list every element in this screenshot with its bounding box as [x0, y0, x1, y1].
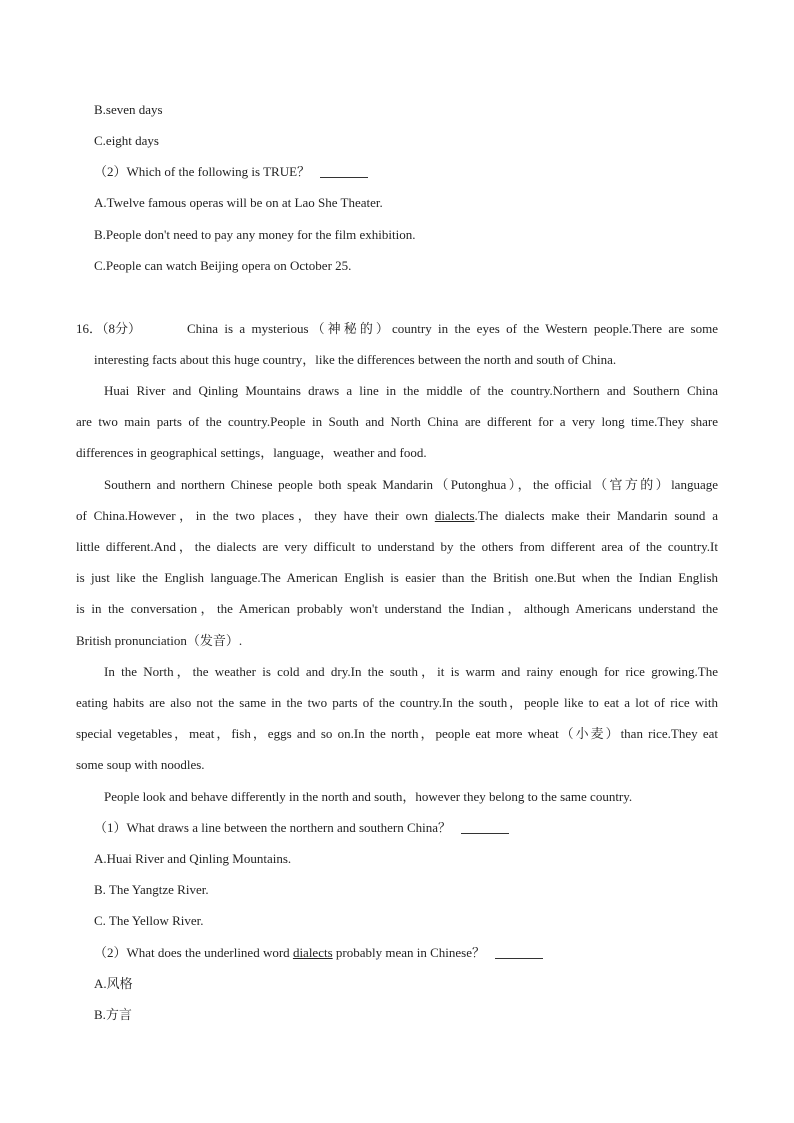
option-c: C.eight days — [94, 133, 159, 148]
passage-line: China is a mysterious（神秘的）country in the eyes of the Western people.There are some — [187, 321, 718, 336]
sub-question-2-text: probably mean in Chinese？ — [332, 945, 486, 960]
option-c: C.People can watch Beijing opera on October 25. — [94, 258, 352, 273]
passage-line: special vegetables，meat，fish，eggs and so on.In the north，people eat more wheat（小麦）than rice.They eat — [76, 726, 718, 741]
passage-line: is in the conversation，the American probably won't understand the Indian，although Americans understand the — [76, 601, 718, 616]
sub-question-2 — [94, 163, 368, 181]
sub-question-2 — [94, 944, 543, 962]
option-b: B.方言 — [94, 1007, 132, 1022]
passage-text: of China.However，in the two places，they have their own — [76, 508, 435, 523]
underlined-word: dialects — [292, 945, 333, 960]
passage-line: are two main parts of the country.People in South and North China are different for a very long time.They share — [76, 414, 718, 429]
passage-line: is just like the English language.The American English is easier than the British one.But when the Indian English — [76, 570, 718, 585]
option-c: C. The Yellow River. — [94, 913, 204, 928]
option-b: B.People don't need to pay any money for the film exhibition. — [94, 227, 416, 242]
option-b: B.seven days — [94, 102, 163, 117]
passage-line: Huai River and Qinling Mountains draws a line in the middle of the country.Northern and Southern China — [104, 383, 718, 398]
passage-line — [76, 507, 718, 525]
passage-line: interesting facts about this huge country，like the differences between the north and south of China. — [94, 352, 617, 367]
option-a: A.Huai River and Qinling Mountains. — [94, 851, 292, 866]
passage-line: little different.And，the dialects are very difficult to understand by the others from different area of the country.It — [76, 539, 718, 554]
passage-line: British pronunciation（发音）. — [76, 633, 243, 648]
option-b: B. The Yangtze River. — [94, 882, 209, 897]
answer-blank — [495, 945, 543, 959]
passage-line: some soup with noodles. — [76, 757, 205, 772]
option-a: A.Twelve famous operas will be on at Lao She Theater. — [94, 195, 383, 210]
passage-line: In the North，the weather is cold and dry.In the south，it is warm and rainy enough for rice growing.The — [104, 664, 718, 679]
underlined-word: dialects — [434, 508, 475, 523]
sub-question-2-text: （2）What does the underlined word — [94, 945, 293, 960]
question-number: 16．（8分） — [76, 321, 142, 336]
passage-text: .The dialects make their Mandarin sound a — [474, 508, 718, 523]
passage-line: eating habits are also not the same in the two parts of the country.In the south，people like to eat a lot of rice with — [76, 695, 718, 710]
answer-blank — [461, 820, 509, 834]
passage-line: differences in geographical settings，language，weather and food. — [76, 445, 427, 460]
sub-question-1-text: （1）What draws a line between the northern and southern China？ — [94, 820, 452, 835]
passage-line: Southern and northern Chinese people both speak Mandarin（Putonghua），the official（官方的）language — [104, 477, 718, 492]
answer-blank — [320, 164, 368, 178]
sub-question-1 — [94, 819, 509, 837]
passage-line: People look and behave differently in the north and south，however they belong to the same country. — [104, 789, 633, 804]
option-a: A.风格 — [94, 976, 133, 991]
sub-question-2-text: （2）Which of the following is TRUE？ — [94, 164, 311, 179]
